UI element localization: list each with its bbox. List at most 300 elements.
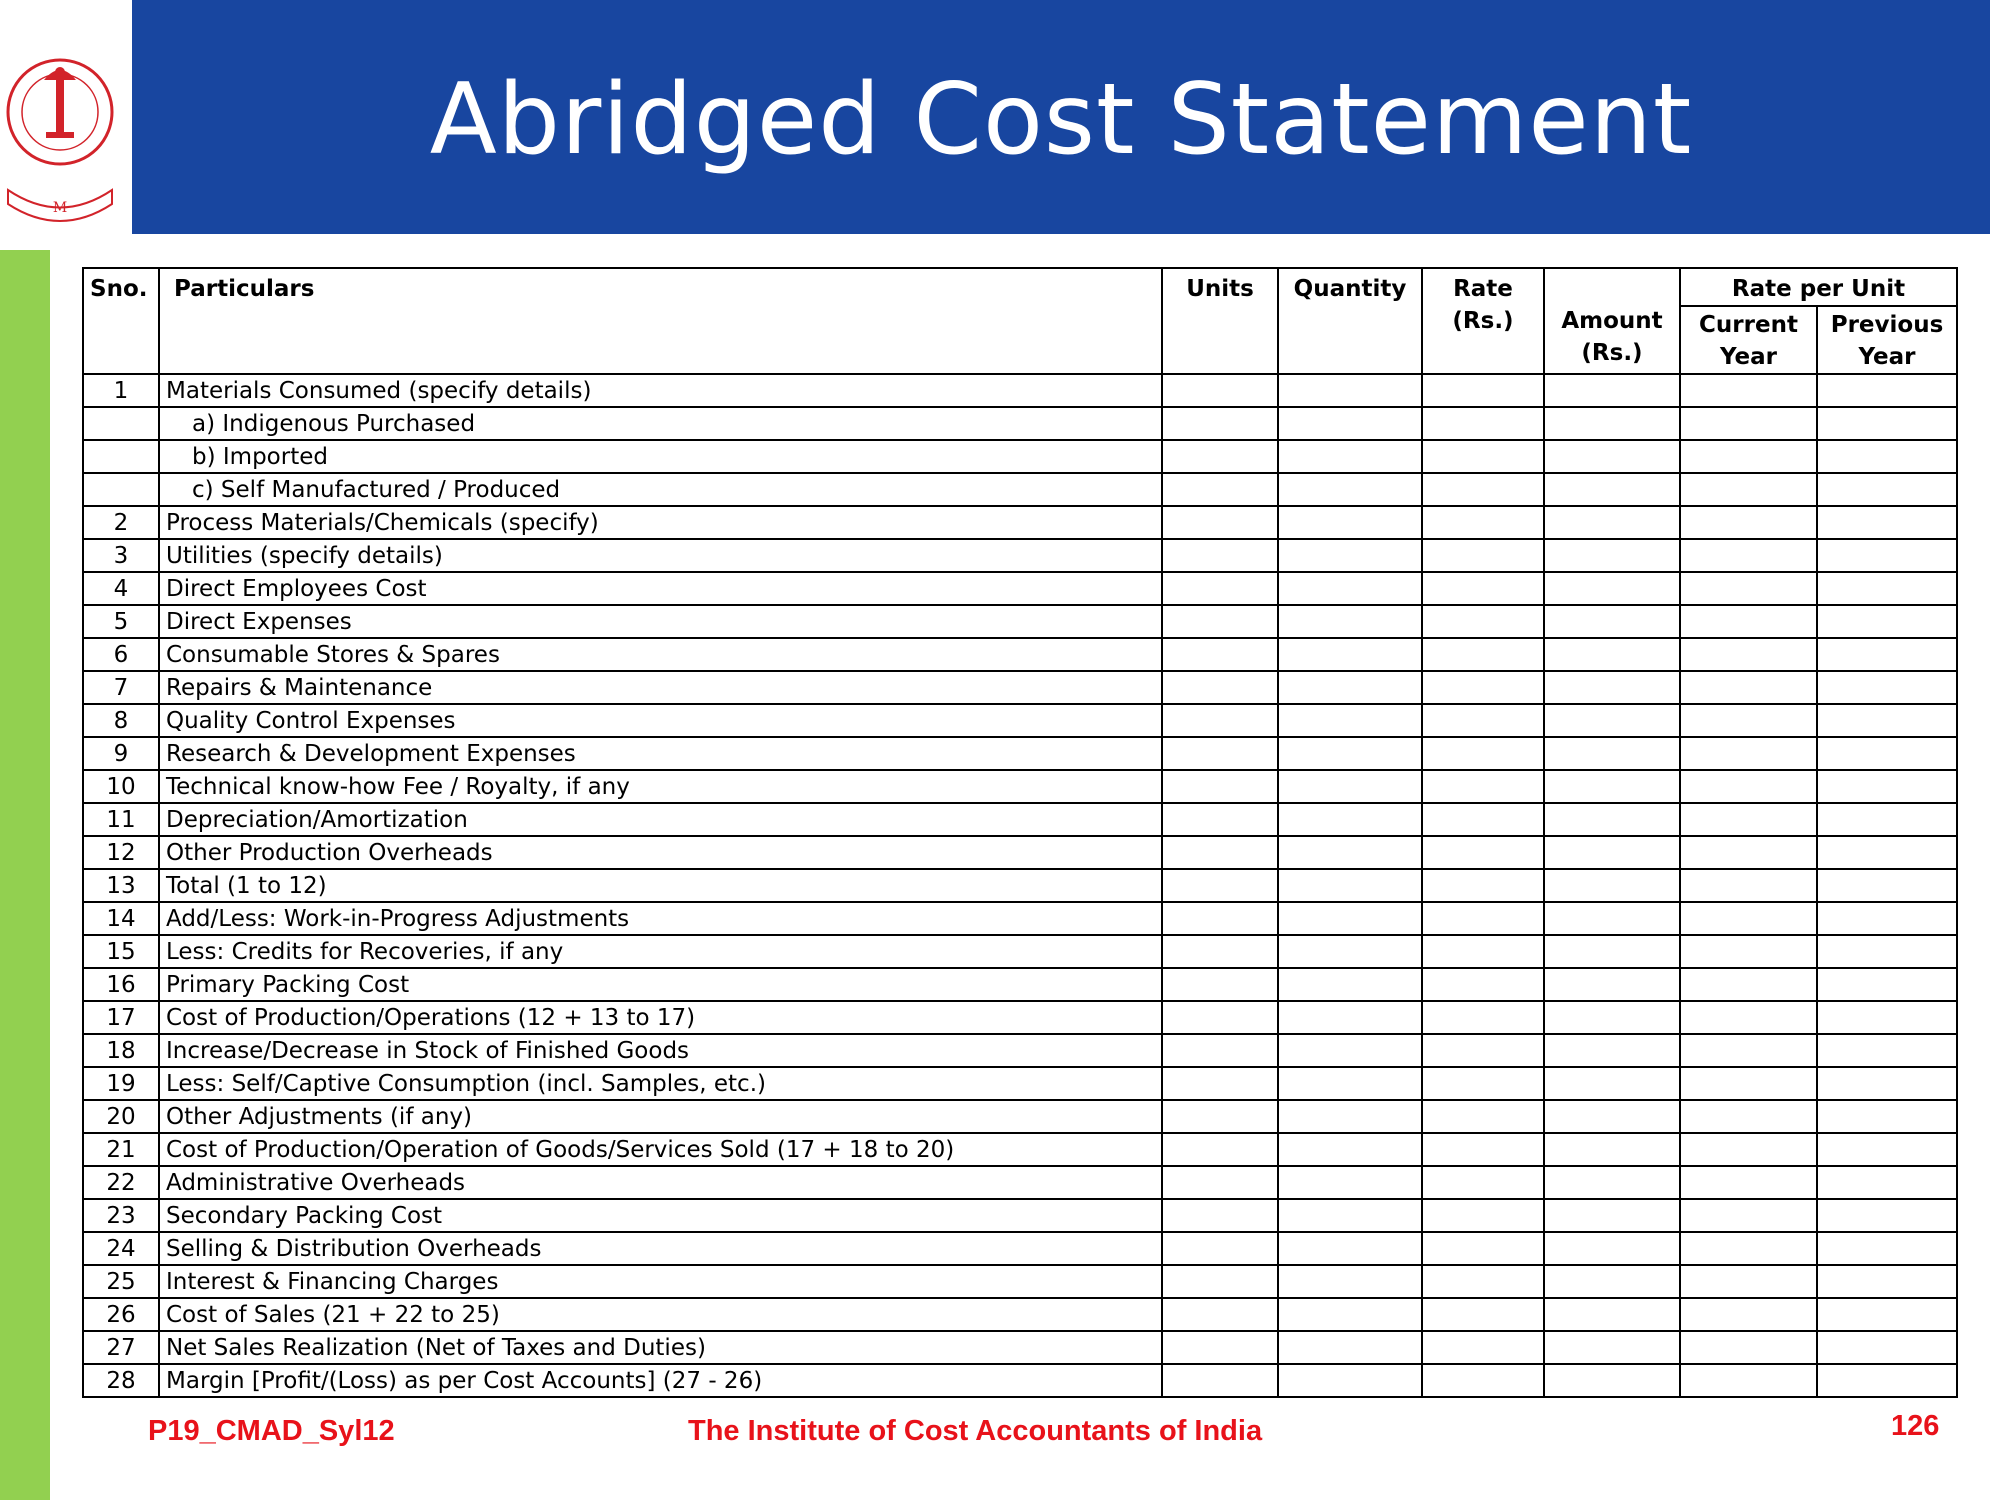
cell-quantity — [1278, 803, 1422, 836]
cell-rate — [1422, 737, 1544, 770]
cell-current-year — [1680, 539, 1817, 572]
cell-rate — [1422, 671, 1544, 704]
cell-units — [1162, 1199, 1278, 1232]
row-sno: 20 — [83, 1100, 159, 1133]
row-particulars: Other Production Overheads — [159, 836, 1162, 869]
cell-rate — [1422, 1265, 1544, 1298]
cell-rate — [1422, 539, 1544, 572]
cell-rate — [1422, 1001, 1544, 1034]
cell-quantity — [1278, 671, 1422, 704]
cell-units — [1162, 803, 1278, 836]
cell-amount — [1544, 737, 1680, 770]
cell-previous-year — [1817, 1331, 1957, 1364]
table-row — [83, 539, 1957, 572]
row-sno: 13 — [83, 869, 159, 902]
row-sno: 10 — [83, 770, 159, 803]
header-current-line2: Year — [1719, 344, 1777, 370]
cell-quantity — [1278, 902, 1422, 935]
table-row — [83, 1265, 1957, 1298]
cell-units — [1162, 671, 1278, 704]
row-particulars: Depreciation/Amortization — [159, 803, 1162, 836]
cell-quantity — [1278, 1067, 1422, 1100]
row-particulars: Technical know-how Fee / Royalty, if any — [159, 770, 1162, 803]
cell-previous-year — [1817, 1298, 1957, 1331]
cell-amount — [1544, 473, 1680, 506]
cell-rate — [1422, 506, 1544, 539]
cell-rate — [1422, 803, 1544, 836]
cell-current-year — [1680, 1199, 1817, 1232]
cell-units — [1162, 704, 1278, 737]
institute-seal-icon — [0, 0, 132, 234]
row-particulars: Direct Employees Cost — [159, 572, 1162, 605]
cell-quantity — [1278, 1265, 1422, 1298]
cell-units — [1162, 1067, 1278, 1100]
row-sno: 25 — [83, 1265, 159, 1298]
svg-text:M: M — [52, 200, 68, 216]
table-row — [83, 1364, 1957, 1397]
cell-units — [1162, 1298, 1278, 1331]
cell-previous-year — [1817, 1100, 1957, 1133]
row-particulars: Research & Development Expenses — [159, 737, 1162, 770]
table-row — [83, 1199, 1957, 1232]
cell-current-year — [1680, 1034, 1817, 1067]
cell-amount — [1544, 539, 1680, 572]
table-row — [83, 1034, 1957, 1067]
row-sno: 8 — [83, 704, 159, 737]
cell-quantity — [1278, 737, 1422, 770]
cell-previous-year — [1817, 506, 1957, 539]
header-current-year — [1680, 306, 1817, 374]
cell-current-year — [1680, 1166, 1817, 1199]
cell-units — [1162, 1001, 1278, 1034]
cell-amount — [1544, 1100, 1680, 1133]
cell-previous-year — [1817, 1166, 1957, 1199]
cell-current-year — [1680, 605, 1817, 638]
cell-previous-year — [1817, 638, 1957, 671]
cell-quantity — [1278, 473, 1422, 506]
row-particulars: Materials Consumed (specify details) — [159, 374, 1162, 407]
table-row — [83, 506, 1957, 539]
cell-previous-year — [1817, 473, 1957, 506]
header-particulars: Particulars — [159, 268, 1162, 374]
row-particulars: Cost of Production/Operations (12 + 13 to 17) — [159, 1001, 1162, 1034]
table-row — [83, 1067, 1957, 1100]
row-sno — [83, 440, 159, 473]
row-sno: 21 — [83, 1133, 159, 1166]
row-sno: 26 — [83, 1298, 159, 1331]
cell-units — [1162, 374, 1278, 407]
cell-amount — [1544, 506, 1680, 539]
cell-current-year — [1680, 572, 1817, 605]
header-rate-line2: (Rs.) — [1452, 308, 1514, 334]
cell-rate — [1422, 407, 1544, 440]
cell-quantity — [1278, 506, 1422, 539]
cell-units — [1162, 473, 1278, 506]
cell-previous-year — [1817, 1001, 1957, 1034]
cell-rate — [1422, 572, 1544, 605]
cell-amount — [1544, 1166, 1680, 1199]
cell-rate — [1422, 440, 1544, 473]
cell-previous-year — [1817, 539, 1957, 572]
cell-amount — [1544, 1067, 1680, 1100]
cell-rate — [1422, 935, 1544, 968]
cell-units — [1162, 1364, 1278, 1397]
cell-rate — [1422, 1100, 1544, 1133]
cell-amount — [1544, 1199, 1680, 1232]
row-sno: 24 — [83, 1232, 159, 1265]
row-particulars: Less: Credits for Recoveries, if any — [159, 935, 1162, 968]
row-particulars: a) Indigenous Purchased — [159, 407, 1162, 440]
row-particulars: Margin [Profit/(Loss) as per Cost Accounts] (27 - 26) — [159, 1364, 1162, 1397]
footer-page-number: 126 — [1891, 1410, 1940, 1442]
row-particulars: Cost of Sales (21 + 22 to 25) — [159, 1298, 1162, 1331]
cell-current-year — [1680, 506, 1817, 539]
cell-quantity — [1278, 1232, 1422, 1265]
cell-previous-year — [1817, 1265, 1957, 1298]
cell-amount — [1544, 374, 1680, 407]
table-row — [83, 836, 1957, 869]
table-row — [83, 605, 1957, 638]
cell-quantity — [1278, 869, 1422, 902]
row-particulars: Total (1 to 12) — [159, 869, 1162, 902]
row-sno: 12 — [83, 836, 159, 869]
cell-quantity — [1278, 1133, 1422, 1166]
cell-units — [1162, 1265, 1278, 1298]
cell-rate — [1422, 1298, 1544, 1331]
cell-units — [1162, 935, 1278, 968]
row-particulars: Cost of Production/Operation of Goods/Services Sold (17 + 18 to 20) — [159, 1133, 1162, 1166]
cell-units — [1162, 605, 1278, 638]
cell-amount — [1544, 1133, 1680, 1166]
cell-amount — [1544, 671, 1680, 704]
cell-quantity — [1278, 1331, 1422, 1364]
cell-amount — [1544, 770, 1680, 803]
cell-rate — [1422, 1133, 1544, 1166]
row-sno: 18 — [83, 1034, 159, 1067]
cell-quantity — [1278, 968, 1422, 1001]
cell-rate — [1422, 1067, 1544, 1100]
cell-rate — [1422, 968, 1544, 1001]
cell-amount — [1544, 605, 1680, 638]
row-sno: 2 — [83, 506, 159, 539]
row-particulars: Selling & Distribution Overheads — [159, 1232, 1162, 1265]
header-previous-line2: Year — [1858, 344, 1916, 370]
header-previous-line1: Previous — [1830, 312, 1944, 338]
cell-amount — [1544, 1232, 1680, 1265]
table-row — [83, 1133, 1957, 1166]
cell-amount — [1544, 869, 1680, 902]
row-particulars: Secondary Packing Cost — [159, 1199, 1162, 1232]
cell-rate — [1422, 1199, 1544, 1232]
cell-units — [1162, 1166, 1278, 1199]
header-previous-year — [1817, 306, 1957, 374]
cell-amount — [1544, 1265, 1680, 1298]
table-row — [83, 638, 1957, 671]
cell-quantity — [1278, 539, 1422, 572]
cell-rate — [1422, 1034, 1544, 1067]
row-sno: 19 — [83, 1067, 159, 1100]
row-sno — [83, 407, 159, 440]
cell-current-year — [1680, 473, 1817, 506]
row-sno: 7 — [83, 671, 159, 704]
cell-quantity — [1278, 1034, 1422, 1067]
cell-quantity — [1278, 704, 1422, 737]
cell-quantity — [1278, 605, 1422, 638]
cell-units — [1162, 638, 1278, 671]
row-particulars: Net Sales Realization (Net of Taxes and Duties) — [159, 1331, 1162, 1364]
table-row — [83, 1100, 1957, 1133]
cell-current-year — [1680, 1067, 1817, 1100]
footer-course-code: P19_CMAD_Syl12 — [148, 1415, 395, 1447]
row-particulars: Other Adjustments (if any) — [159, 1100, 1162, 1133]
row-sno: 4 — [83, 572, 159, 605]
cell-previous-year — [1817, 572, 1957, 605]
row-particulars: Direct Expenses — [159, 605, 1162, 638]
cell-quantity — [1278, 440, 1422, 473]
cell-current-year — [1680, 1331, 1817, 1364]
cell-quantity — [1278, 1298, 1422, 1331]
header-rate-per-unit: Rate per Unit — [1680, 268, 1957, 306]
institute-logo — [0, 0, 132, 234]
cell-previous-year — [1817, 374, 1957, 407]
table-row — [83, 902, 1957, 935]
cell-amount — [1544, 572, 1680, 605]
cell-quantity — [1278, 1364, 1422, 1397]
cell-amount — [1544, 1298, 1680, 1331]
cell-units — [1162, 539, 1278, 572]
cell-quantity — [1278, 374, 1422, 407]
cell-rate — [1422, 1232, 1544, 1265]
cell-amount — [1544, 1364, 1680, 1397]
footer-organization: The Institute of Cost Accountants of India — [688, 1415, 1263, 1447]
cell-previous-year — [1817, 671, 1957, 704]
cell-previous-year — [1817, 440, 1957, 473]
cell-amount — [1544, 440, 1680, 473]
table-row — [83, 572, 1957, 605]
cell-quantity — [1278, 770, 1422, 803]
table-row — [83, 407, 1957, 440]
cell-amount — [1544, 1034, 1680, 1067]
table-row — [83, 1298, 1957, 1331]
cell-units — [1162, 572, 1278, 605]
row-sno: 23 — [83, 1199, 159, 1232]
table-row — [83, 935, 1957, 968]
cell-units — [1162, 1034, 1278, 1067]
cell-quantity — [1278, 1199, 1422, 1232]
cell-previous-year — [1817, 605, 1957, 638]
header-current-line1: Current — [1699, 312, 1798, 338]
header-rate-line1: Rate — [1453, 276, 1513, 302]
cell-quantity — [1278, 407, 1422, 440]
cell-quantity — [1278, 1001, 1422, 1034]
cell-units — [1162, 1232, 1278, 1265]
table-row — [83, 1331, 1957, 1364]
cell-current-year — [1680, 1265, 1817, 1298]
cell-previous-year — [1817, 1133, 1957, 1166]
cell-current-year — [1680, 770, 1817, 803]
header-amount — [1544, 268, 1680, 374]
row-particulars: Repairs & Maintenance — [159, 671, 1162, 704]
cell-rate — [1422, 770, 1544, 803]
cell-previous-year — [1817, 704, 1957, 737]
cell-rate — [1422, 902, 1544, 935]
row-sno: 14 — [83, 902, 159, 935]
cell-previous-year — [1817, 1199, 1957, 1232]
cell-current-year — [1680, 803, 1817, 836]
cell-previous-year — [1817, 770, 1957, 803]
cell-quantity — [1278, 1166, 1422, 1199]
table-row — [83, 770, 1957, 803]
row-particulars: Process Materials/Chemicals (specify) — [159, 506, 1162, 539]
cell-rate — [1422, 638, 1544, 671]
cell-units — [1162, 407, 1278, 440]
table-body — [83, 374, 1957, 1397]
cell-units — [1162, 902, 1278, 935]
cell-quantity — [1278, 935, 1422, 968]
cell-quantity — [1278, 1100, 1422, 1133]
row-particulars: Primary Packing Cost — [159, 968, 1162, 1001]
row-particulars: Increase/Decrease in Stock of Finished Goods — [159, 1034, 1162, 1067]
cost-statement-table — [82, 267, 1958, 1398]
cell-quantity — [1278, 836, 1422, 869]
cell-current-year — [1680, 737, 1817, 770]
row-sno: 15 — [83, 935, 159, 968]
row-sno: 1 — [83, 374, 159, 407]
cell-previous-year — [1817, 803, 1957, 836]
cell-amount — [1544, 407, 1680, 440]
cell-units — [1162, 1133, 1278, 1166]
cell-amount — [1544, 803, 1680, 836]
cell-units — [1162, 440, 1278, 473]
cell-rate — [1422, 1364, 1544, 1397]
cell-current-year — [1680, 869, 1817, 902]
table-row — [83, 869, 1957, 902]
row-particulars: Utilities (specify details) — [159, 539, 1162, 572]
table-row — [83, 737, 1957, 770]
row-particulars: Administrative Overheads — [159, 1166, 1162, 1199]
table-row — [83, 968, 1957, 1001]
table-row — [83, 803, 1957, 836]
cell-units — [1162, 506, 1278, 539]
cell-previous-year — [1817, 1067, 1957, 1100]
table-row — [83, 1166, 1957, 1199]
cell-units — [1162, 770, 1278, 803]
cell-units — [1162, 1100, 1278, 1133]
cell-rate — [1422, 473, 1544, 506]
row-sno: 5 — [83, 605, 159, 638]
cell-amount — [1544, 1001, 1680, 1034]
cell-units — [1162, 869, 1278, 902]
header-amount-line1: Amount — [1561, 308, 1663, 334]
cell-rate — [1422, 1166, 1544, 1199]
header-sno: Sno. — [83, 268, 159, 374]
cell-current-year — [1680, 374, 1817, 407]
cell-rate — [1422, 1331, 1544, 1364]
cell-previous-year — [1817, 902, 1957, 935]
cell-units — [1162, 1331, 1278, 1364]
cell-previous-year — [1817, 935, 1957, 968]
cell-rate — [1422, 836, 1544, 869]
table-row — [83, 704, 1957, 737]
cell-current-year — [1680, 407, 1817, 440]
cell-previous-year — [1817, 1034, 1957, 1067]
row-particulars: Consumable Stores & Spares — [159, 638, 1162, 671]
header-amount-line2: (Rs.) — [1581, 340, 1643, 366]
cell-previous-year — [1817, 737, 1957, 770]
cell-previous-year — [1817, 836, 1957, 869]
cell-units — [1162, 968, 1278, 1001]
row-particulars: Less: Self/Captive Consumption (incl. Samples, etc.) — [159, 1067, 1162, 1100]
row-particulars: Add/Less: Work-in-Progress Adjustments — [159, 902, 1162, 935]
header-units: Units — [1162, 268, 1278, 374]
row-particulars: c) Self Manufactured / Produced — [159, 473, 1162, 506]
page-title: Abridged Cost Statement — [429, 63, 1693, 177]
cell-previous-year — [1817, 869, 1957, 902]
cell-amount — [1544, 935, 1680, 968]
cell-previous-year — [1817, 968, 1957, 1001]
row-sno — [83, 473, 159, 506]
cell-current-year — [1680, 1232, 1817, 1265]
cell-amount — [1544, 1331, 1680, 1364]
cell-rate — [1422, 869, 1544, 902]
cell-rate — [1422, 605, 1544, 638]
cell-amount — [1544, 902, 1680, 935]
cell-current-year — [1680, 902, 1817, 935]
row-sno: 27 — [83, 1331, 159, 1364]
row-sno: 28 — [83, 1364, 159, 1397]
cell-current-year — [1680, 1298, 1817, 1331]
cell-amount — [1544, 836, 1680, 869]
row-sno: 16 — [83, 968, 159, 1001]
cell-previous-year — [1817, 1232, 1957, 1265]
cell-current-year — [1680, 1100, 1817, 1133]
cell-current-year — [1680, 638, 1817, 671]
cell-current-year — [1680, 935, 1817, 968]
row-particulars: b) Imported — [159, 440, 1162, 473]
table-row — [83, 440, 1957, 473]
row-particulars: Interest & Financing Charges — [159, 1265, 1162, 1298]
cell-units — [1162, 836, 1278, 869]
cell-current-year — [1680, 836, 1817, 869]
cell-units — [1162, 737, 1278, 770]
table-row — [83, 374, 1957, 407]
row-sno: 11 — [83, 803, 159, 836]
row-sno: 6 — [83, 638, 159, 671]
row-sno: 22 — [83, 1166, 159, 1199]
table-row — [83, 1232, 1957, 1265]
row-particulars: Quality Control Expenses — [159, 704, 1162, 737]
table-row — [83, 671, 1957, 704]
header-quantity: Quantity — [1278, 268, 1422, 374]
cell-amount — [1544, 968, 1680, 1001]
cell-quantity — [1278, 638, 1422, 671]
cell-amount — [1544, 638, 1680, 671]
table-row — [83, 473, 1957, 506]
cell-amount — [1544, 704, 1680, 737]
cell-current-year — [1680, 671, 1817, 704]
cell-rate — [1422, 374, 1544, 407]
side-accent-bar — [0, 250, 50, 1500]
cell-current-year — [1680, 1001, 1817, 1034]
header-rate — [1422, 268, 1544, 374]
cell-current-year — [1680, 440, 1817, 473]
table-row — [83, 1001, 1957, 1034]
cell-current-year — [1680, 1133, 1817, 1166]
row-sno: 17 — [83, 1001, 159, 1034]
row-sno: 3 — [83, 539, 159, 572]
cell-quantity — [1278, 572, 1422, 605]
cell-current-year — [1680, 1364, 1817, 1397]
